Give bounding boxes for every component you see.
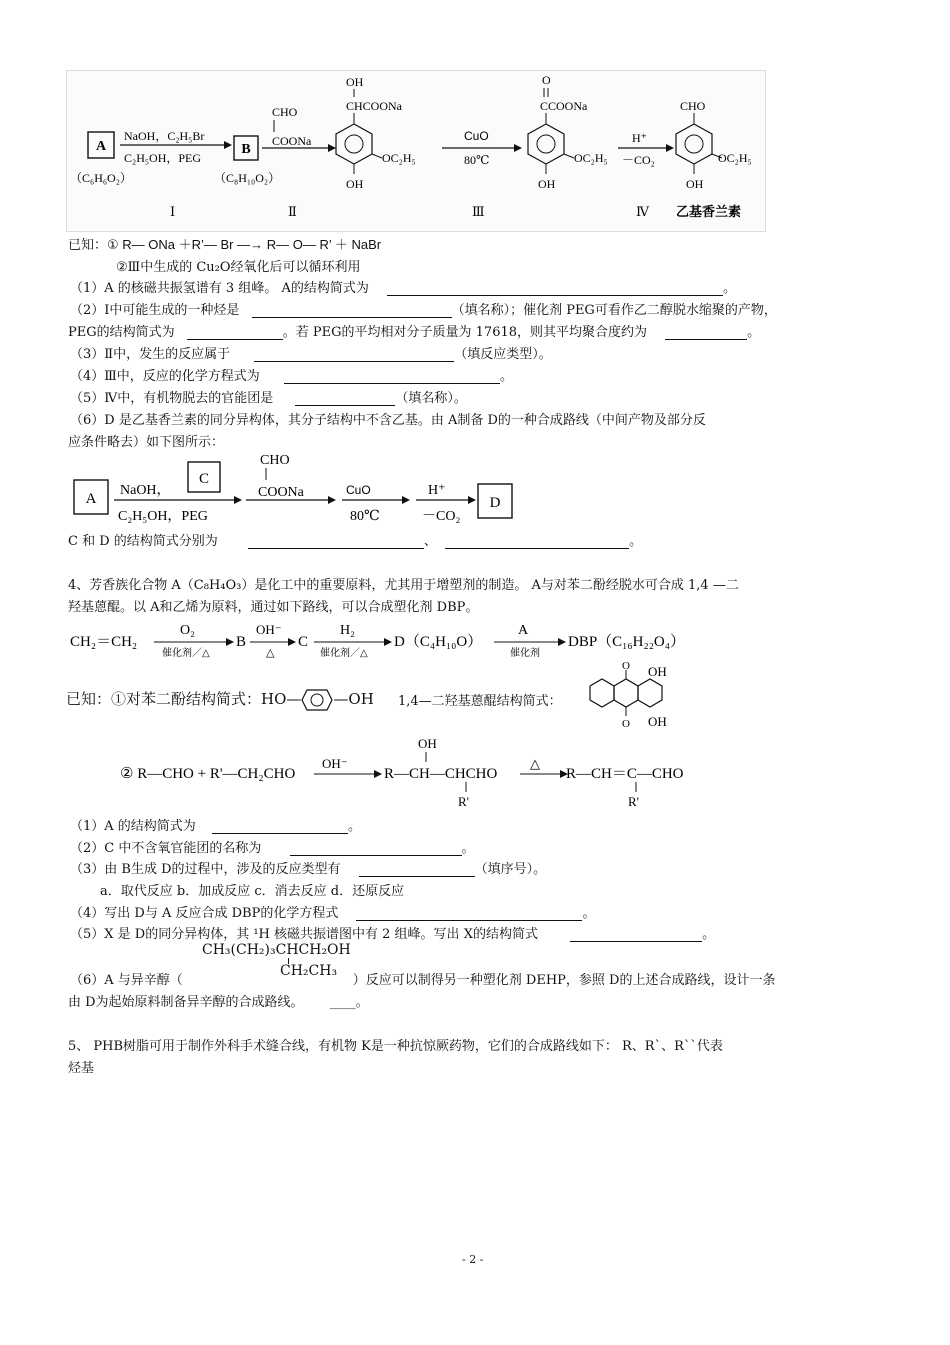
svg-text:OH: OH (538, 177, 556, 191)
answer-blank[interactable] (212, 819, 348, 834)
a-formula: （C₆H₆O₂） (70, 171, 132, 185)
q3-part5: （5）Ⅳ中，有机物脱去的官能团是 （填名称）。 (70, 391, 467, 406)
svg-text:O: O (542, 73, 551, 87)
answer-blank[interactable] (356, 906, 582, 921)
svg-text:催化剂: 催化剂 (510, 648, 540, 659)
svg-text:H₂: H₂ (340, 623, 355, 638)
known-1-line2: ②Ⅲ中生成的 Cu₂O经氧化后可以循环利用 (116, 260, 361, 275)
product-name: 乙基香兰素 (676, 204, 742, 219)
svg-text:NaOH，: NaOH， (120, 483, 171, 498)
svg-text:D（C₄H₁₀O）: D（C₄H₁₀O） (394, 634, 483, 650)
answer-blank[interactable] (570, 927, 702, 942)
svg-text:C: C (198, 471, 210, 487)
svg-text:OH: OH (418, 736, 437, 751)
q4-part6b: 由 D为起始原料制备异辛醇的合成路线。 ____。 (68, 995, 369, 1010)
svg-text:A: A (518, 623, 529, 638)
svg-text:CuO: CuO (346, 483, 371, 497)
answer-blank[interactable] (387, 281, 723, 296)
q3-part6: （6）D 是乙基香兰素的同分异构体，其分子结构中不含乙基。由 A制备 D的一种合成路线（中间产物及部分反 (70, 413, 706, 428)
q3-part6c: C 和 D 的结构简式分别为 、 。 (68, 534, 643, 549)
q4-options: a．取代反应 b．加成反应 c．消去反应 d．还原反应 (100, 884, 405, 899)
svg-text:② R—CHO + R'—CH₂CHO: ② R—CHO + R'—CH₂CHO (120, 766, 296, 782)
answer-blank[interactable] (248, 534, 424, 549)
answer-blank[interactable] (254, 347, 454, 362)
box-b-label: B (241, 142, 251, 157)
answer-blank[interactable] (252, 303, 452, 318)
svg-text:CHO: CHO (260, 453, 290, 468)
svg-text:H⁺: H⁺ (428, 483, 446, 498)
svg-text:O₂: O₂ (180, 623, 195, 638)
svg-text:OC₂H₅: OC₂H₅ (382, 151, 416, 165)
svg-text:O: O (622, 718, 630, 730)
answer-blank[interactable] (665, 325, 747, 340)
isooctanol-structure: CH₃(CH₂)₃CHCH₂OH CH₂CH₃ (202, 942, 351, 979)
svg-text:R—CH—CHCHO: R—CH—CHCHO (384, 766, 498, 782)
svg-text:OH: OH (648, 664, 667, 679)
known-anthraquinone-label: 1,4—二羟基蒽醌结构简式： (398, 694, 562, 709)
svg-text:D: D (489, 495, 501, 511)
svg-text:－CO₂: －CO₂ (422, 509, 461, 524)
q4-part3: （3）由 B生成 D的过程中，涉及的反应类型有 （填序号）。 (70, 862, 547, 877)
box-a-label: A (95, 139, 107, 154)
svg-text:A: A (85, 491, 97, 507)
step-i: Ⅰ (170, 204, 176, 219)
page-number: - 2 - (462, 1253, 484, 1266)
svg-text:DBP（C₁₆H₂₂O₄）: DBP（C₁₆H₂₂O₄） (568, 634, 685, 650)
svg-text:OC₂H₅: OC₂H₅ (574, 151, 608, 165)
svg-text:80℃: 80℃ (464, 153, 490, 167)
answer-blank[interactable] (284, 369, 500, 384)
anthraquinone-structure (578, 660, 670, 740)
q3-part4: （4）Ⅲ中，反应的化学方程式为 。 (70, 369, 513, 384)
svg-text:OH: OH (686, 177, 704, 191)
svg-text:OH⁻: OH⁻ (322, 756, 348, 771)
svg-text:OH: OH (346, 177, 364, 191)
svg-text:OC₂H₅: OC₂H₅ (718, 151, 752, 165)
answer-blank[interactable] (187, 325, 283, 340)
q4-part1: （1）A 的结构简式为 。 (70, 819, 361, 834)
q3-part6b: 应条件略去）如下图所示： (68, 435, 225, 450)
q4-part5: （5）X 是 D的同分异构体，其 ¹H 核磁共振谱图中有 2 组峰。写出 X的结构简式 。 (70, 927, 716, 942)
q5-intro-1: 5、 PHB树脂可用于制作外科手术缝合线，有机物 K是一种抗惊厥药物，它们的合成路线如下： R、R`、R``代表 (68, 1039, 723, 1054)
aldol-known (120, 736, 710, 810)
reaction-scheme-d (72, 450, 522, 530)
answer-blank[interactable] (290, 841, 462, 856)
svg-text:催化剂／△: 催化剂／△ (162, 648, 210, 659)
q3-part3: （3）Ⅱ中，发生的反应属于 （填反应类型）。 (70, 347, 552, 362)
dbp-route (70, 616, 720, 664)
svg-text:80℃: 80℃ (350, 509, 380, 524)
svg-text:CCOONa: CCOONa (540, 99, 588, 113)
answer-blank[interactable] (295, 391, 395, 406)
q4-part6: （6）A 与异辛醇（ ）反应可以制得另一种塑化剂 DEHP，参照 D的上述合成路线，设计一条 (70, 973, 776, 988)
arrow1-bottom: C₂H₅OH，PEG (124, 151, 202, 165)
svg-text:催化剂／△: 催化剂／△ (320, 648, 368, 659)
svg-text:CuO: CuO (464, 129, 489, 143)
svg-text:OH: OH (346, 75, 364, 89)
step-iv: Ⅳ (636, 204, 649, 219)
svg-text:CH₂＝CH₂: CH₂＝CH₂ (70, 634, 138, 650)
benzene-ring-icon (301, 689, 333, 711)
answer-blank[interactable] (359, 862, 475, 877)
reaction-scheme-vanillin (66, 70, 766, 232)
q3-part2b: PEG的结构简式为 。若 PEG的平均相对分子质量为 17618，则其平均聚合度约为 。 (68, 325, 761, 340)
svg-text:CHO: CHO (680, 99, 706, 113)
q4-intro-2: 羟基蒽醌。以 A和乙烯为原料，通过如下路线，可以合成塑化剂 DBP。 (68, 600, 479, 615)
svg-text:OH⁻: OH⁻ (256, 622, 282, 637)
q3-part1: （1）A 的核磁共振氢谱有 3 组峰。 A的结构简式为 。 (70, 281, 737, 296)
svg-text:H⁺: H⁺ (632, 131, 647, 145)
arrow1-top: NaOH，C₂H₅Br (124, 129, 205, 143)
svg-text:COONa: COONa (258, 485, 304, 500)
svg-text:C: C (298, 634, 309, 650)
svg-text:OH: OH (648, 714, 667, 729)
q4-part4: （4）写出 D与 A 反应合成 DBP的化学方程式 。 (70, 906, 596, 921)
q3-part2: （2）Ⅰ中可能生成的一种烃是 （填名称）；催化剂 PEG可看作乙二醇脱水缩聚的产物， (70, 303, 777, 318)
answer-blank[interactable] (445, 534, 629, 549)
svg-text:△: △ (530, 756, 540, 771)
svg-text:CHCOONa: CHCOONa (346, 99, 402, 113)
step-iii: Ⅲ (472, 204, 485, 219)
q4-part2: （2）C 中不含氧官能团的名称为 。 (70, 841, 475, 856)
svg-text:O: O (622, 660, 630, 672)
q4-intro-1: 4、芳香族化合物 A（C₈H₄O₃）是化工中的重要原料，尤其用于增塑剂的制造。 A与对苯二酚经脱水可合成 1,4 —二 (68, 578, 739, 593)
svg-text:R': R' (628, 794, 640, 809)
q5-intro-2: 烃基 (68, 1061, 95, 1076)
svg-text:B: B (236, 634, 247, 650)
svg-text:C₂H₅OH，PEG: C₂H₅OH，PEG (118, 509, 208, 524)
svg-text:R—CH＝C—CHO: R—CH＝C—CHO (566, 766, 684, 782)
known-1-line1: 已知：① R— ONa ＋R’— Br —→ R— O— R’ ＋ NaBr (68, 237, 382, 252)
svg-text:CHO: CHO (272, 105, 298, 119)
svg-text:－CO₂: －CO₂ (622, 153, 655, 167)
svg-text:COONa: COONa (272, 134, 312, 148)
svg-text:R': R' (458, 794, 470, 809)
known-hydroquinone: 已知：①对苯二酚结构简式：HO— —OH (66, 688, 374, 711)
svg-text:△: △ (266, 647, 275, 659)
b-formula: （C₈H₁₀O₂） (214, 171, 281, 185)
step-ii: Ⅱ (288, 204, 297, 219)
